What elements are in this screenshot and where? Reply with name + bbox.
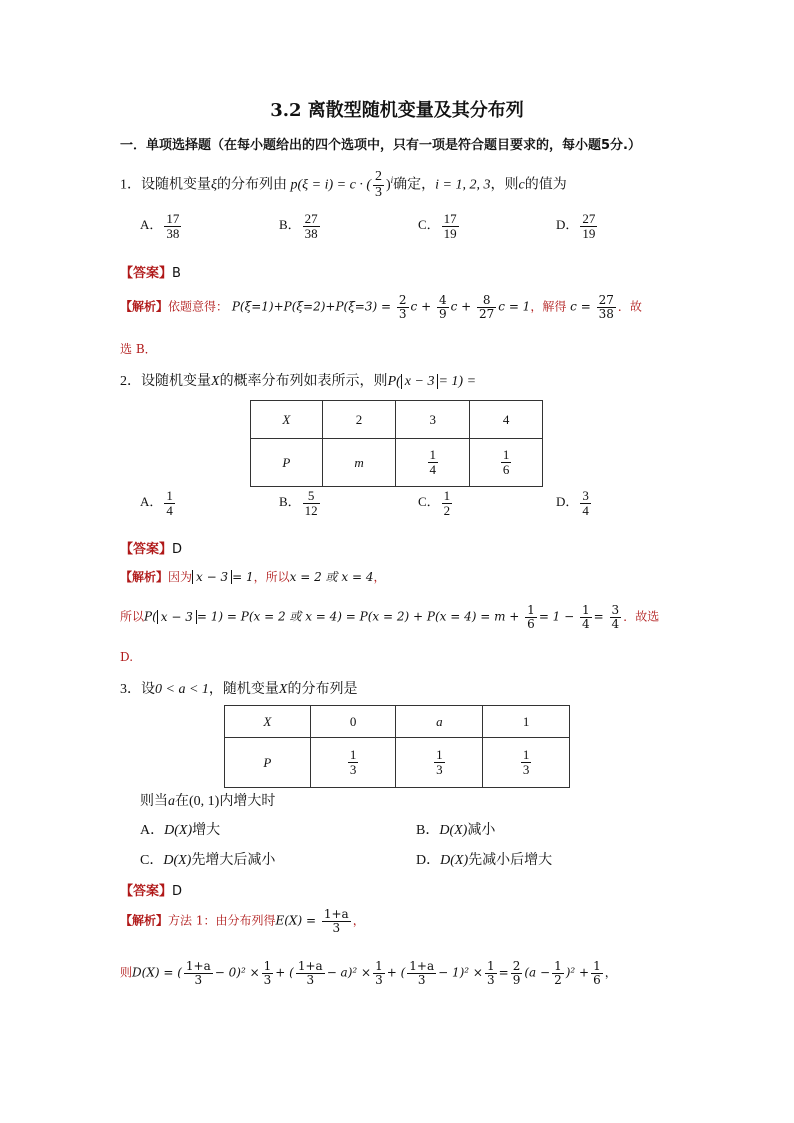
fraction-numerator: 27 <box>598 293 614 307</box>
fraction-denominator: 3 <box>398 306 407 321</box>
fraction-numerator: 1 <box>263 959 272 973</box>
fraction-numerator: 1+a <box>297 959 323 973</box>
analysis-text: 所以 <box>120 609 145 624</box>
fraction-numerator: 3 <box>582 488 589 503</box>
q3-a-var: a <box>168 794 175 809</box>
fraction-denominator: 12 <box>304 502 318 518</box>
analysis-abs-expr: x − 3 <box>192 570 232 584</box>
option-label: A． <box>140 217 163 233</box>
fraction-denominator: 3 <box>522 762 530 777</box>
fraction-numerator: 27 <box>304 211 318 226</box>
fraction-denominator: 3 <box>374 184 382 200</box>
fraction-numerator: 1 <box>166 488 173 503</box>
answer-value: D <box>172 884 183 899</box>
q3-option-c[interactable] <box>140 849 275 869</box>
table-cell <box>434 748 445 776</box>
q1-option-b[interactable] <box>279 212 322 240</box>
analysis-tag: 【解析】 <box>120 299 169 314</box>
option-label: C． <box>140 853 164 868</box>
analysis-text: ，解得 <box>530 299 567 314</box>
q2-distribution-table <box>250 400 543 487</box>
fraction-denominator: 3 <box>407 973 436 987</box>
fraction-numerator: 3 <box>611 603 620 617</box>
analysis-tag: 【解析】 <box>120 913 169 928</box>
table-cell <box>348 748 359 776</box>
fraction-numerator: 4 <box>438 293 447 307</box>
option-label: B． <box>279 494 301 510</box>
page-title: 3.2 离散型随机变量及其分布列 <box>270 100 524 121</box>
fraction-denominator: 3 <box>184 973 213 987</box>
fraction-denominator: 6 <box>593 972 601 987</box>
analysis-formula: − 0)² × <box>214 965 260 980</box>
fraction-denominator: 3 <box>263 972 272 987</box>
analysis-formula: c = <box>570 299 591 314</box>
fraction-denominator: 2 <box>554 972 562 987</box>
analysis-formula: = 1 <box>232 570 254 584</box>
option-expr: D(X) <box>164 823 193 838</box>
option-text: 增大 <box>192 823 221 838</box>
fraction-numerator: 2 <box>512 959 521 973</box>
q1-range: i = 1, 2, 3 <box>435 177 491 193</box>
fraction-denominator: 27 <box>479 306 495 321</box>
fraction-denominator: 3 <box>487 972 495 987</box>
analysis-text: ， <box>373 570 386 584</box>
q1-stem-text: 1．设随机变量 <box>120 177 211 193</box>
option-label: B． <box>279 217 301 233</box>
fraction-numerator: 1 <box>443 488 451 503</box>
fraction-numerator: 1+a <box>323 907 349 921</box>
q1-stem-text: 确定， <box>393 177 436 193</box>
answer-value: D <box>172 542 183 557</box>
fraction-numerator: 1+a <box>185 959 211 973</box>
analysis-tag: 【解析】 <box>120 570 169 584</box>
fraction-denominator: 3 <box>375 972 383 987</box>
fraction-denominator: 38 <box>598 306 614 321</box>
fraction-denominator: 6 <box>502 462 510 477</box>
analysis-formula: x = 2 或 x = 4 <box>289 570 374 584</box>
analysis-text: ．故 <box>617 299 642 314</box>
fraction-numerator: 1 <box>593 959 601 973</box>
analysis-text: 依题意得： <box>168 299 229 314</box>
q3-stem-text: 内增大时 <box>219 794 276 809</box>
table-cell: a <box>436 713 443 729</box>
analysis-abs-expr: x − 3 <box>157 610 197 624</box>
q2-formula: P( <box>387 374 401 389</box>
fraction-numerator: 2 <box>374 169 382 184</box>
fraction-denominator: 9 <box>438 306 447 321</box>
answer-tag: 【答案】 <box>120 884 173 899</box>
fraction-numerator: 1 <box>522 747 530 763</box>
table-cell <box>501 448 512 476</box>
fraction-denominator: 2 <box>443 502 451 518</box>
analysis-formula: = <box>593 609 604 624</box>
option-text: 先增大后减小 <box>191 853 276 868</box>
q2-analysis <box>120 568 385 585</box>
q3-stem-text: 3．设 <box>120 682 155 697</box>
option-expr: D(X) <box>163 853 192 868</box>
question-2-stem <box>120 370 476 390</box>
analysis-text: ， <box>352 913 365 928</box>
fraction-denominator: 38 <box>166 225 180 241</box>
table-cell <box>428 448 439 476</box>
table-cell <box>521 748 532 776</box>
table-cell: X <box>282 411 291 427</box>
analysis-text: ， <box>604 965 617 980</box>
analysis-text: ，所以 <box>253 570 290 584</box>
fraction-denominator: 3 <box>349 762 357 777</box>
table-cell: 0 <box>310 706 396 738</box>
table-cell: P <box>282 454 291 470</box>
fraction-denominator: 4 <box>611 616 620 631</box>
analysis-formula: + ( <box>386 965 406 980</box>
q2-option-d[interactable] <box>556 489 593 517</box>
fraction-numerator: 8 <box>482 293 491 307</box>
q1-formula-fraction <box>373 170 384 200</box>
fraction-denominator: 38 <box>304 225 318 241</box>
option-label: B． <box>416 823 440 838</box>
analysis-text: 则 <box>120 965 133 980</box>
analysis-formula: P( <box>144 609 157 624</box>
fraction-numerator: 17 <box>166 211 180 226</box>
q1-stem-text: 的分布列由 <box>217 177 287 193</box>
q1-stem-text: 的值为 <box>524 177 567 193</box>
fraction-numerator: 1 <box>487 959 495 973</box>
fraction-numerator: 1 <box>527 603 535 617</box>
q2-stem-text: 的概率分布列如表所示，则 <box>219 374 388 389</box>
q3-answer <box>120 880 182 899</box>
q1-xi: ξ <box>211 177 217 193</box>
q1-analysis: 【解析】依题意得： P(ξ=1)+P(ξ=2)+P(ξ=3) = $\frac{2}{3}$ c + $\frac{4}{9}$ c + $\frac{8}{27}$ c = 1，解得 c = $\frac{27}{38}$ ．故 <box>120 293 642 321</box>
q3-option-a[interactable] <box>140 819 220 839</box>
q3-condition: 0 < a < 1 <box>155 682 209 697</box>
option-text: 先减小后增大 <box>468 853 553 868</box>
answer-tag: 【答案】 <box>120 266 173 281</box>
analysis-formula: = 1) = P(x = 2 或 x = 4) = P(x = 2) + P(x = 4) = m + <box>196 609 520 624</box>
fraction-denominator: 6 <box>527 616 535 631</box>
option-label: C． <box>418 494 440 510</box>
q1-analysis-cont: 选 B． <box>120 342 157 356</box>
analysis-formula: D(X) = ( <box>132 965 182 980</box>
fraction-denominator: 4 <box>166 502 173 518</box>
option-label: C． <box>418 217 440 233</box>
fraction-numerator: 1 <box>375 959 383 973</box>
table-cell: 3 <box>396 401 470 439</box>
fraction-numerator: 1 <box>502 447 510 463</box>
fraction-denominator: 9 <box>512 972 521 987</box>
q2-answer <box>120 538 182 557</box>
analysis-formula: P(ξ=1)+P(ξ=2)+P(ξ=3) = <box>231 299 392 314</box>
analysis-formula: (a − <box>524 965 551 980</box>
analysis-text: 因为 <box>168 570 193 584</box>
q3-interval: (0, 1) <box>189 794 220 809</box>
fraction-denominator: 4 <box>429 462 437 477</box>
q1-option-c[interactable] <box>418 212 461 240</box>
fraction-numerator: 1 <box>582 603 590 617</box>
fraction-numerator: 1 <box>436 747 443 763</box>
fraction-numerator: 2 <box>398 293 407 307</box>
analysis-formula: − 1)² × <box>438 965 483 980</box>
fraction-denominator: 3 <box>436 762 443 777</box>
q3-stem-text: 在 <box>175 794 189 809</box>
answer-value: B <box>172 266 181 281</box>
q1-formula: ) <box>385 177 391 193</box>
fraction-numerator: 1 <box>349 747 357 763</box>
fraction-denominator: 4 <box>582 616 590 631</box>
q3-distribution-table <box>224 705 570 788</box>
q3-analysis-line2 <box>120 960 617 986</box>
analysis-formula: − a)² × <box>326 965 372 980</box>
q2-x-var: X <box>211 374 220 389</box>
analysis-text: 方法 1：由分布列得 <box>168 913 276 928</box>
fraction-denominator: 19 <box>443 225 457 241</box>
section-header: 一．单项选择题（在每小题给出的四个选项中，只有一项是符合题目要求的，每小题5分.） <box>120 138 641 153</box>
table-cell: P <box>263 754 272 770</box>
q1-option-a[interactable] <box>140 212 183 240</box>
answer-tag: 【答案】 <box>120 542 173 557</box>
table-cell: X <box>263 713 272 729</box>
option-label: D． <box>556 217 579 233</box>
q1-stem-text: ，则 <box>490 177 519 193</box>
q1-option-d[interactable] <box>556 212 599 240</box>
analysis-formula: = 1 − <box>538 609 575 624</box>
table-cell: 1 <box>483 706 570 738</box>
fraction-numerator: 17 <box>443 211 457 226</box>
option-label: D． <box>416 853 441 868</box>
option-expr: D(X) <box>440 853 469 868</box>
option-label: A． <box>140 494 163 510</box>
fraction-denominator: 3 <box>296 973 325 987</box>
q3-analysis <box>120 908 365 934</box>
q2-formula: = 1) = <box>438 374 477 389</box>
analysis-formula: )² + <box>565 965 590 980</box>
table-cell: 2 <box>322 401 396 439</box>
option-text: 减小 <box>467 823 496 838</box>
q2-option-c[interactable] <box>418 489 454 517</box>
q1-c-var: c <box>518 177 525 193</box>
fraction-numerator: 1 <box>554 959 562 973</box>
fraction-denominator: 19 <box>582 225 596 241</box>
q3-condition-line <box>140 790 275 810</box>
q3-stem-text: 的分布列是 <box>287 682 358 697</box>
analysis-text: ．故选 <box>623 609 660 624</box>
fraction-numerator: 1 <box>429 447 437 463</box>
fraction-denominator: 3 <box>322 921 351 935</box>
q3-stem-text: ，随机变量 <box>208 682 279 697</box>
q1-exponent: i <box>390 174 394 185</box>
question-3-stem <box>120 678 357 698</box>
analysis-formula: = <box>498 965 509 980</box>
q3-option-d[interactable] <box>416 849 552 869</box>
q2-analysis-line3: D. <box>120 650 134 664</box>
table-cell: m <box>354 454 364 470</box>
q2-analysis-line2 <box>120 604 659 630</box>
q1-formula: p(ξ = i) = c · ( <box>290 177 371 193</box>
q2-abs-expr: x − 3 <box>401 374 439 389</box>
q1-answer <box>120 262 181 281</box>
fraction-numerator: 1+a <box>409 959 435 973</box>
fraction-numerator: 27 <box>582 211 596 226</box>
q3-x-var: X <box>278 682 288 697</box>
option-label: D． <box>556 494 579 510</box>
analysis-formula: E(X) = <box>275 913 317 928</box>
q3-option-b[interactable] <box>416 819 495 839</box>
fraction-denominator: 4 <box>582 502 589 518</box>
question-1-stem <box>120 170 567 200</box>
option-label: A． <box>140 823 165 838</box>
q2-option-b[interactable] <box>279 489 322 517</box>
fraction-numerator: 5 <box>307 488 315 503</box>
q3-stem-text: 则当 <box>140 794 168 809</box>
analysis-formula: c = 1 <box>498 299 531 314</box>
option-expr: D(X) <box>439 823 468 838</box>
table-cell: 4 <box>470 401 543 439</box>
q2-stem-text: 2．设随机变量 <box>120 374 211 389</box>
analysis-formula: + ( <box>275 965 294 980</box>
q2-option-a[interactable] <box>140 489 177 517</box>
